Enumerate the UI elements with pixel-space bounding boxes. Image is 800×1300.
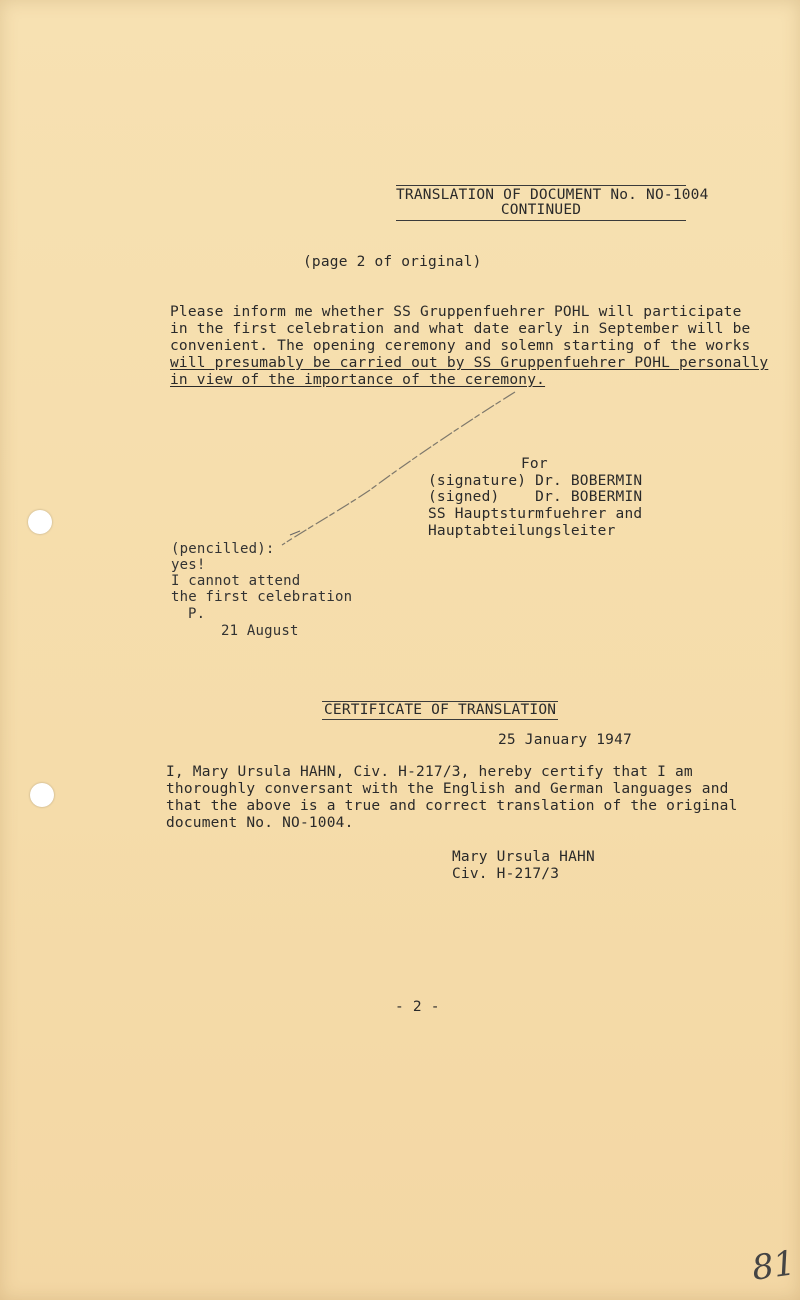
certificate-line: thoroughly conversant with the English and German languages and — [166, 781, 729, 797]
header-title: TRANSLATION OF DOCUMENT No. NO-1004 — [396, 187, 709, 203]
body-line: convenient. The opening ceremony and solemn starting of the works — [170, 338, 751, 354]
body-line: in the first celebration and what date early in September will be — [170, 321, 751, 337]
pencil-note-initial: P. — [188, 606, 206, 622]
certifier-id: Civ. H-217/3 — [452, 866, 560, 882]
certifier-name: Mary Ursula HAHN — [452, 849, 595, 865]
header-subtitle: CONTINUED — [396, 202, 686, 221]
punch-hole-top — [28, 510, 52, 534]
body-line: Please inform me whether SS Gruppenfuehrer POHL will participate — [170, 304, 742, 320]
signed-line: (signed) Dr. BOBERMIN — [428, 489, 643, 505]
signature-line: (signature) Dr. BOBERMIN — [428, 473, 643, 489]
folio-number: 81 — [749, 1243, 798, 1289]
signature-for: For — [521, 456, 548, 472]
certificate-line: I, Mary Ursula HAHN, Civ. H-217/3, hereby certify that I am — [166, 764, 693, 780]
body-line: will presumably be carried out by SS Gruppenfuehrer POHL personally — [170, 355, 769, 371]
page-number: - 2 - — [395, 999, 440, 1015]
pencil-note-line: yes! — [171, 557, 206, 573]
signer-position: Hauptabteilungsleiter — [428, 523, 616, 539]
punch-hole-bottom — [30, 783, 54, 807]
body-line: in view of the importance of the ceremony. — [170, 372, 546, 388]
pencil-note-label: (pencilled): — [171, 541, 275, 557]
page-reference: (page 2 of original) — [303, 254, 482, 270]
signer-rank: SS Hauptsturmfuehrer and — [428, 506, 643, 522]
pencil-note-line: the first celebration — [171, 589, 353, 605]
certificate-title: CERTIFICATE OF TRANSLATION — [324, 702, 557, 718]
pencil-note-line: I cannot attend — [171, 573, 301, 589]
certificate-line: that the above is a true and correct translation of the original — [166, 798, 738, 814]
pencil-note-date: 21 August — [221, 623, 299, 639]
certificate-date: 25 January 1947 — [498, 732, 632, 748]
certificate-line: document No. NO-1004. — [166, 815, 354, 831]
